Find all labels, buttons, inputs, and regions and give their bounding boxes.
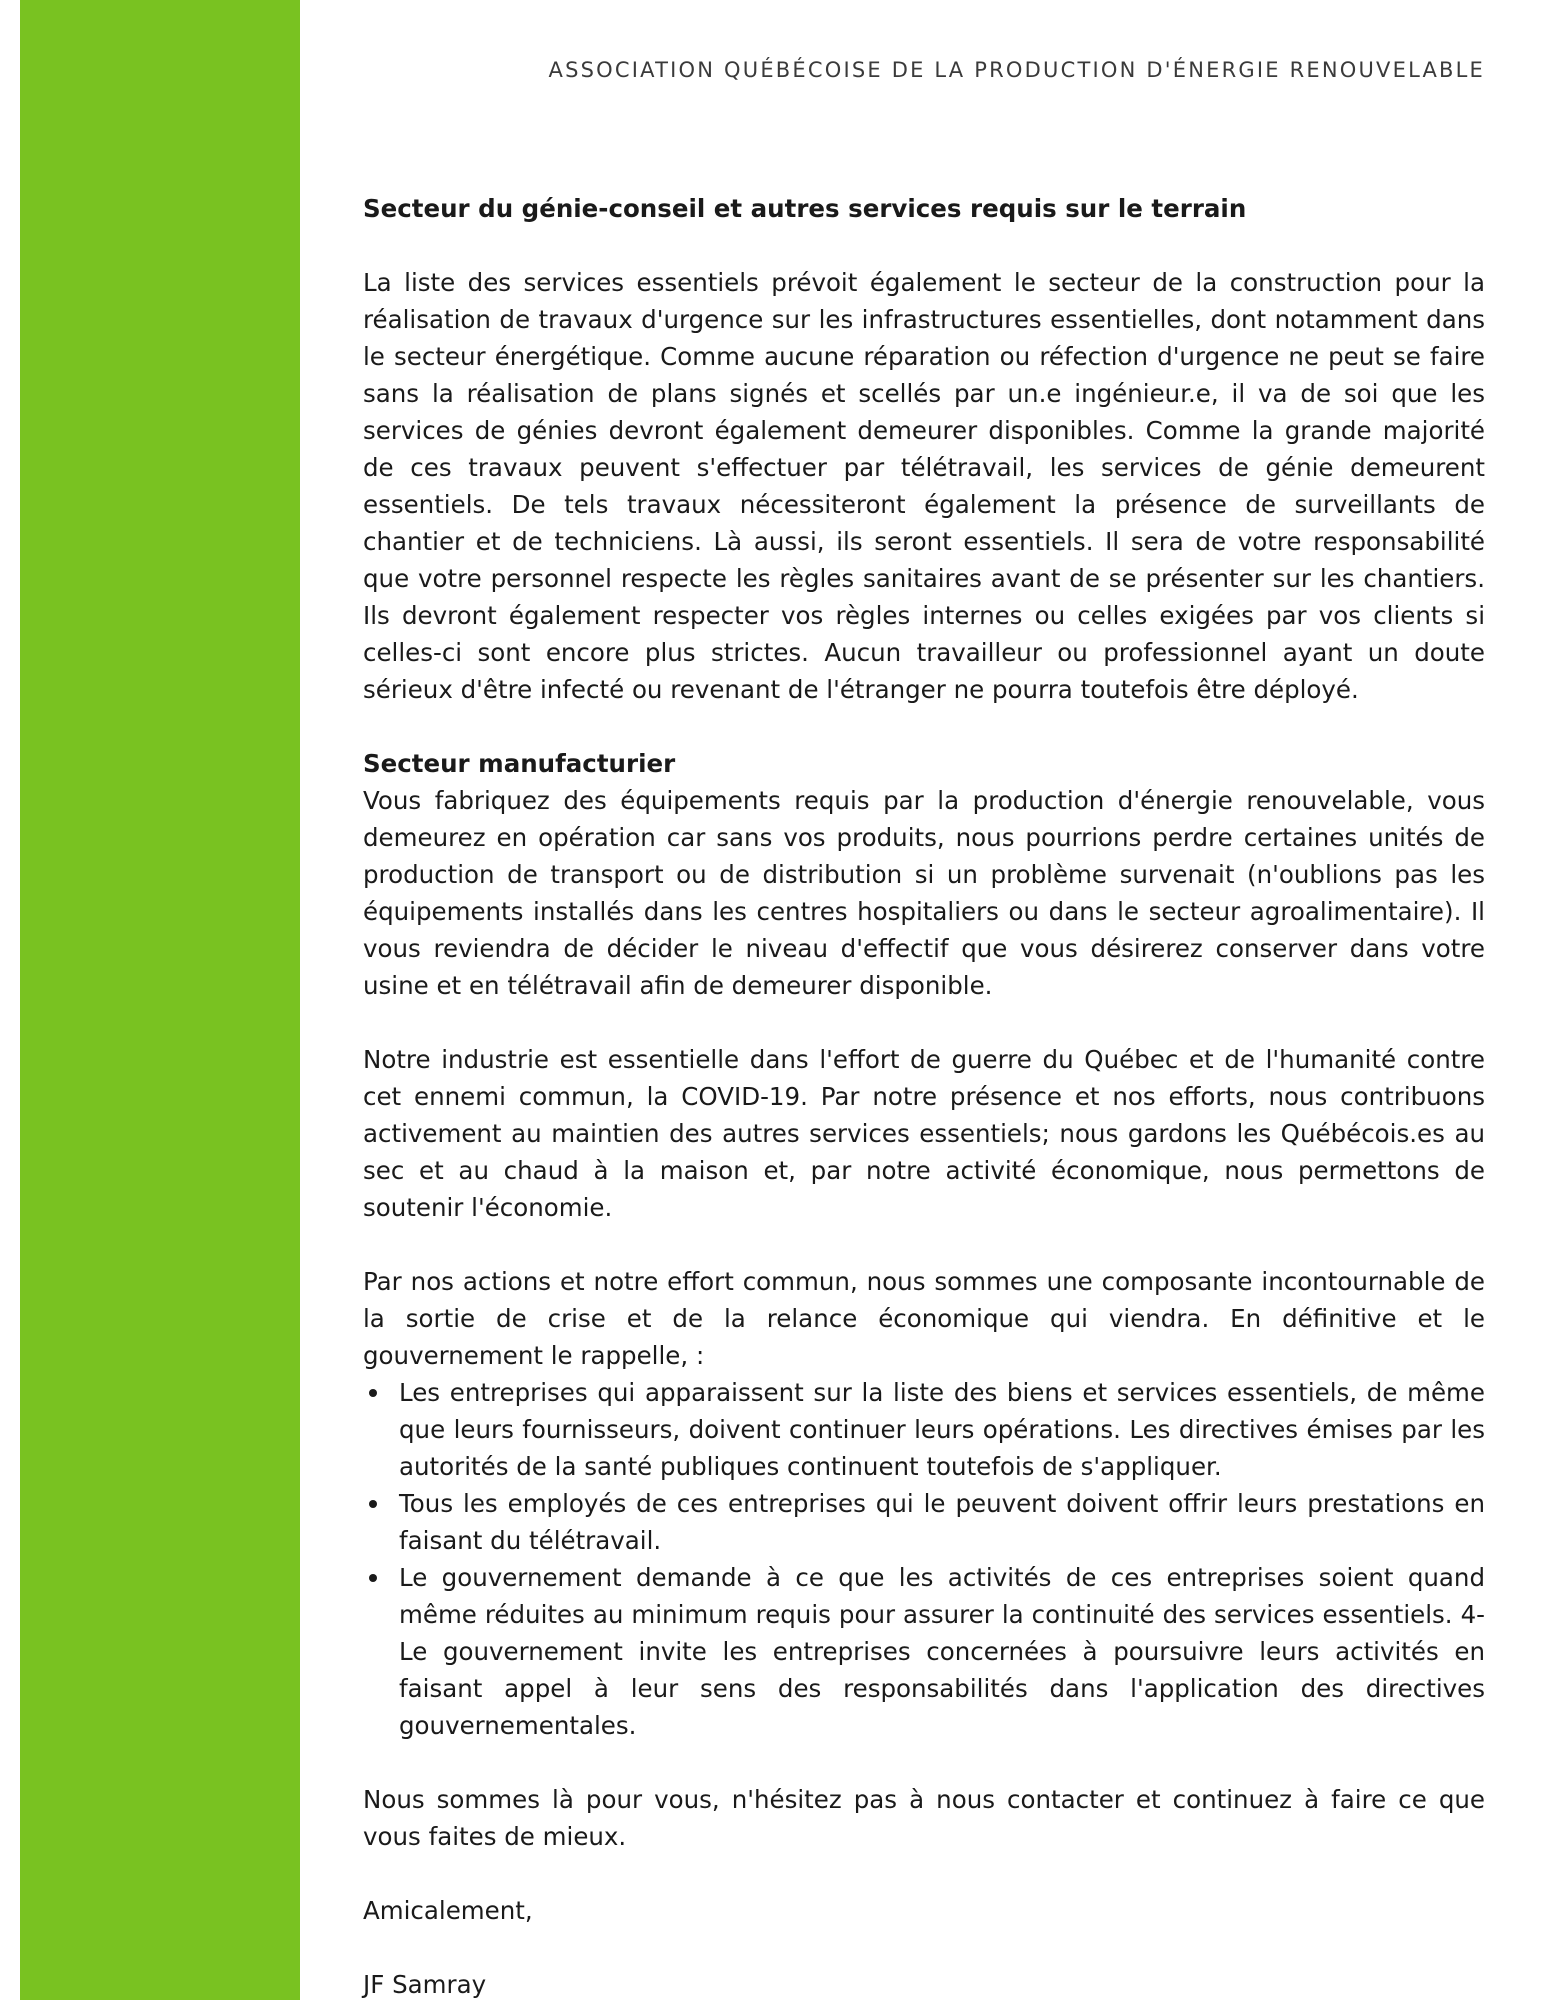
list-item-text: Les entreprises qui apparaissent sur la liste des biens et services essentiels, de même que leurs fournisseurs, doivent continuer leurs opérations. Les directives émises par les autorités de la santé publiques continuent toutefois de s'appliquer. [399, 1378, 1485, 1481]
bullet-icon [369, 1389, 377, 1397]
list-item [399, 1485, 1485, 1559]
list-item-text: Le gouvernement demande à ce que les activités de ces entreprises soient quand même réduites au minimum requis pour assurer la continuité des services essentiels. 4- Le gouvernement invite les entreprises concernées à poursuivre leurs activités en faisant appel à leur sens des responsabilités dans l'application des directives gouvernementales. [399, 1563, 1485, 1740]
list-item [399, 1559, 1485, 1744]
green-side-band [20, 0, 300, 2000]
bullet-icon [369, 1500, 377, 1508]
salutation: Amicalement, [363, 1896, 533, 1925]
signature: JF Samray [363, 1970, 487, 1999]
closing-paragraph: Nous sommes là pour vous, n'hésitez pas à nous contacter et continuez à faire ce que vous faites de mieux. [363, 1785, 1485, 1851]
paragraph-industrie-essentielle: Notre industrie est essentielle dans l'effort de guerre du Québec et de l'humanité contre cet ennemi commun, la COVID-19. Par notre présence et nos efforts, nous contribuons activement au maintien des autres services essentiels; nous gardons les Québécois.es au sec et au chaud à la maison et, par notre activité économique, nous permettons de soutenir l'économie. [363, 1045, 1485, 1222]
bullet-list [363, 1374, 1485, 1744]
organization-header: ASSOCIATION QUÉBÉCOISE DE LA PRODUCTION D'ÉNERGIE RENOUVELABLE [548, 58, 1485, 82]
section-heading-genie-conseil: Secteur du génie-conseil et autres services requis sur le terrain [363, 194, 1247, 223]
bullet-icon [369, 1574, 377, 1582]
section-heading-manufacturier: Secteur manufacturier [363, 749, 676, 778]
list-item-text: Tous les employés de ces entreprises qui le peuvent doivent offrir leurs prestations en faisant du télétravail. [399, 1489, 1485, 1555]
list-item [399, 1374, 1485, 1485]
paragraph-manufacturier: Vous fabriquez des équipements requis par la production d'énergie renouvelable, vous demeurez en opération car sans vos produits, nous pourrions perdre certaines unités de production de transport ou de distribution si un problème survenait (n'oublions pas les équipements installés dans les centres hospitaliers ou dans le secteur agroalimentaire). Il vous reviendra de décider le niveau d'effectif que vous désirerez conserver dans votre usine et en télétravail afin de demeurer disponible. [363, 786, 1485, 1000]
paragraph-effort-commun: Par nos actions et notre effort commun, nous sommes une composante incontournable de la sortie de crise et de la relance économique qui viendra. En définitive et le gouvernement le rappelle, : [363, 1267, 1485, 1370]
paragraph-genie-conseil: La liste des services essentiels prévoit également le secteur de la construction pour la réalisation de travaux d'urgence sur les infrastructures essentielles, dont notamment dans le secteur énergétique. Comme aucune réparation ou réfection d'urgence ne peut se faire sans la réalisation de plans signés et scellés par un.e ingénieur.e, il va de soi que les services de génies devront également demeurer disponibles. Comme la grande majorité de ces travaux peuvent s'effectuer par télétravail, les services de génie demeurent essentiels. De tels travaux nécessiteront également la présence de surveillants de chantier et de techniciens. Là aussi, ils seront essentiels. Il sera de votre responsabilité que votre personnel respecte les règles sanitaires avant de se présenter sur les chantiers. Ils devront également respecter vos règles internes ou celles exigées par vos clients si celles-ci sont encore plus strictes. Aucun travailleur ou professionnel ayant un doute sérieux d'être infecté ou revenant de l'étranger ne pourra toutefois être déployé. [363, 268, 1485, 704]
letter-body [363, 190, 1485, 2003]
